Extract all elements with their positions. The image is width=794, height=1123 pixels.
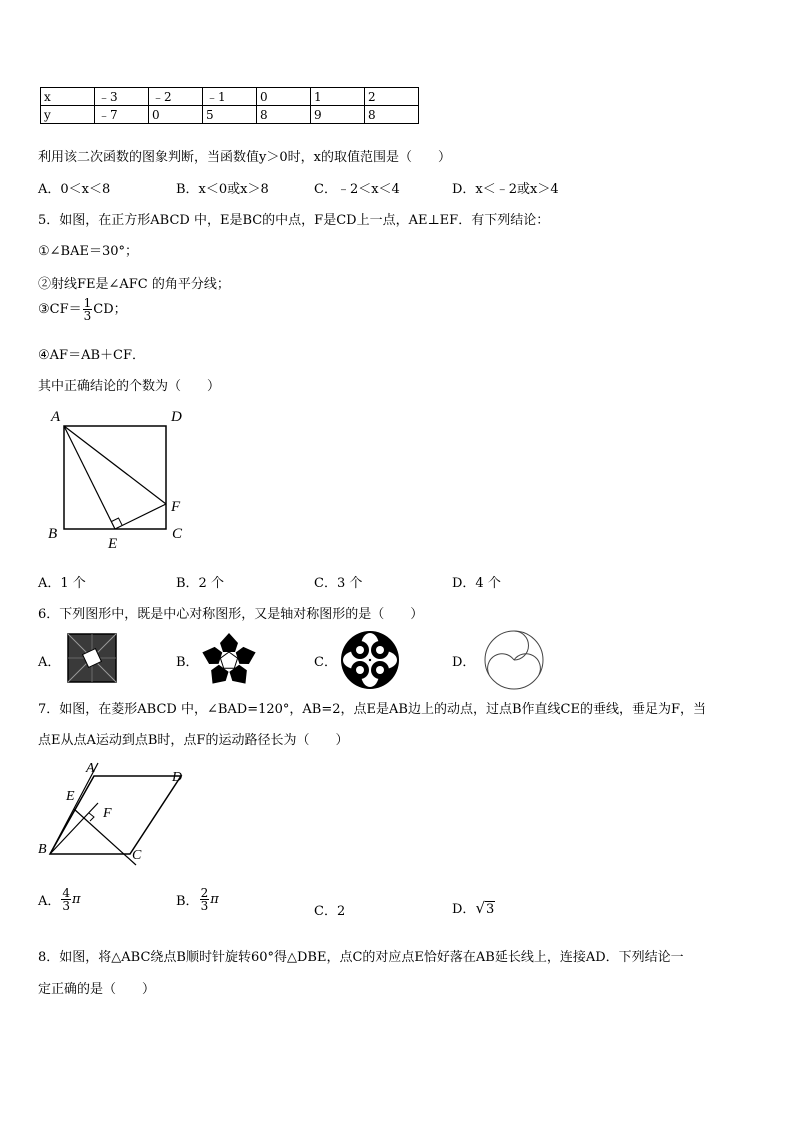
value-table <box>40 87 419 124</box>
question-5-stem: 5．如图，在正方形ABCD 中，E是BC的中点，F是CD上一点，AE⊥EF．有下列结论： <box>38 213 550 228</box>
q4-option-c: C．﹣2＜x＜4 <box>314 182 400 197</box>
q7-option-d <box>452 898 495 917</box>
label-c: C <box>132 848 142 863</box>
figure-a-square-pinwheel <box>66 632 118 684</box>
q5-c3-prefix: ③CF＝ <box>38 302 82 317</box>
label-a: A <box>51 409 61 425</box>
fraction-denominator: 3 <box>200 899 209 913</box>
table-cell: ﹣2 <box>149 88 203 106</box>
segment-ef <box>115 504 166 529</box>
q4-option-b: B．x＜0或x＞8 <box>176 182 269 197</box>
square-abcd <box>64 426 166 529</box>
segment-ae <box>64 426 115 529</box>
fraction-numerator: 1 <box>83 296 92 310</box>
label-d: D <box>172 770 183 785</box>
table-cell: 0 <box>149 106 203 124</box>
question-4-stem: 利用该二次函数的图象判断，当函数值y＞0时，x的取值范围是（ ） <box>38 150 451 165</box>
fraction-numerator: 4 <box>62 886 71 900</box>
table-cell: 0 <box>257 88 311 106</box>
question-8-line-1: 8．如图，将△ABC绕点B顺时针旋转60°得△DBE，点C的对应点E恰好落在AB延长线上，连接AD．下列结论一 <box>38 950 684 965</box>
square-diagram <box>40 405 200 555</box>
table-row <box>41 88 419 106</box>
label-d: D <box>171 409 182 425</box>
q5-conclusion-1: ①∠BAE＝30°； <box>38 244 139 259</box>
q5-conclusion-3 <box>38 297 127 322</box>
figure-d-triple-arc <box>481 627 547 693</box>
table-cell: ﹣7 <box>95 106 149 124</box>
fraction-numerator: 2 <box>200 886 209 900</box>
figure-b-pentagon-flower <box>198 631 260 689</box>
label-f: F <box>171 499 181 515</box>
question-7-line-1: 7．如图，在菱形ABCD 中，∠BAD=120°，AB=2，点E是AB边上的动点，过点B作直线CE的垂线，垂足为F，当 <box>38 702 706 717</box>
pi-symbol: π <box>72 892 81 907</box>
label-b: B <box>48 526 58 542</box>
q5-question: 其中正确结论的个数为（ ） <box>38 379 221 394</box>
table-cell: 1 <box>311 88 365 106</box>
figure-c-circle-petals <box>338 628 402 692</box>
question-7-line-2: 点E从点A运动到点B时，点F的运动路径长为（ ） <box>38 733 349 748</box>
rhombus-abcd <box>50 776 181 854</box>
rhombus-diagram <box>36 755 196 870</box>
label-e: E <box>108 536 118 552</box>
q6-option-a: A． <box>38 655 61 670</box>
radicand: 3 <box>486 902 495 917</box>
label-b: B <box>38 842 47 857</box>
table-cell: ﹣3 <box>95 88 149 106</box>
q7-option-b <box>176 887 219 912</box>
pi-symbol: π <box>210 892 219 907</box>
table-cell: 8 <box>257 106 311 124</box>
label-f: F <box>103 806 112 821</box>
table-row <box>41 106 419 124</box>
table-cell: y <box>41 106 95 124</box>
q6-option-c: C． <box>314 655 337 670</box>
q5-option-a: A．1 个 <box>38 576 86 591</box>
q5-c3-suffix: CD； <box>93 302 127 317</box>
right-angle-mark <box>89 813 94 821</box>
fraction <box>61 887 71 912</box>
table-cell: 9 <box>311 106 365 124</box>
fraction <box>83 297 93 322</box>
label-e: E <box>66 789 75 804</box>
q4-option-a: A．0＜x＜8 <box>38 182 111 197</box>
q5-conclusion-2: ②射线FE是∠AFC 的角平分线； <box>38 277 230 292</box>
q5-option-d: D．4 个 <box>452 576 501 591</box>
q6-option-d: D． <box>452 655 476 670</box>
table-cell: 5 <box>203 106 257 124</box>
option-label: A． <box>38 894 61 909</box>
option-label: D． <box>452 902 476 917</box>
segment-af <box>64 426 166 504</box>
fraction <box>200 887 210 912</box>
q5-conclusion-4: ④AF＝AB＋CF． <box>38 348 145 363</box>
table-cell: ﹣1 <box>203 88 257 106</box>
q5-option-b: B．2 个 <box>176 576 224 591</box>
question-8-line-2: 定正确的是（ ） <box>38 982 156 997</box>
fraction-denominator: 3 <box>83 309 92 323</box>
table-cell: x <box>41 88 95 106</box>
table-cell: 2 <box>365 88 419 106</box>
line-ab-extended <box>50 763 98 854</box>
q4-option-d: D．x＜﹣2或x＞4 <box>452 182 559 197</box>
q5-option-c: C．3 个 <box>314 576 363 591</box>
fraction-denominator: 3 <box>62 899 71 913</box>
q6-option-b: B． <box>176 655 199 670</box>
label-a: A <box>86 761 95 776</box>
label-c: C <box>172 526 183 542</box>
q7-option-c: C．2 <box>314 904 346 919</box>
table-cell: 8 <box>365 106 419 124</box>
question-6-stem: 6．下列图形中，既是中心对称图形，又是轴对称图形的是（ ） <box>38 607 424 622</box>
option-label: B． <box>176 894 199 909</box>
sqrt-icon: √ <box>475 899 485 917</box>
q7-option-a <box>38 887 81 912</box>
